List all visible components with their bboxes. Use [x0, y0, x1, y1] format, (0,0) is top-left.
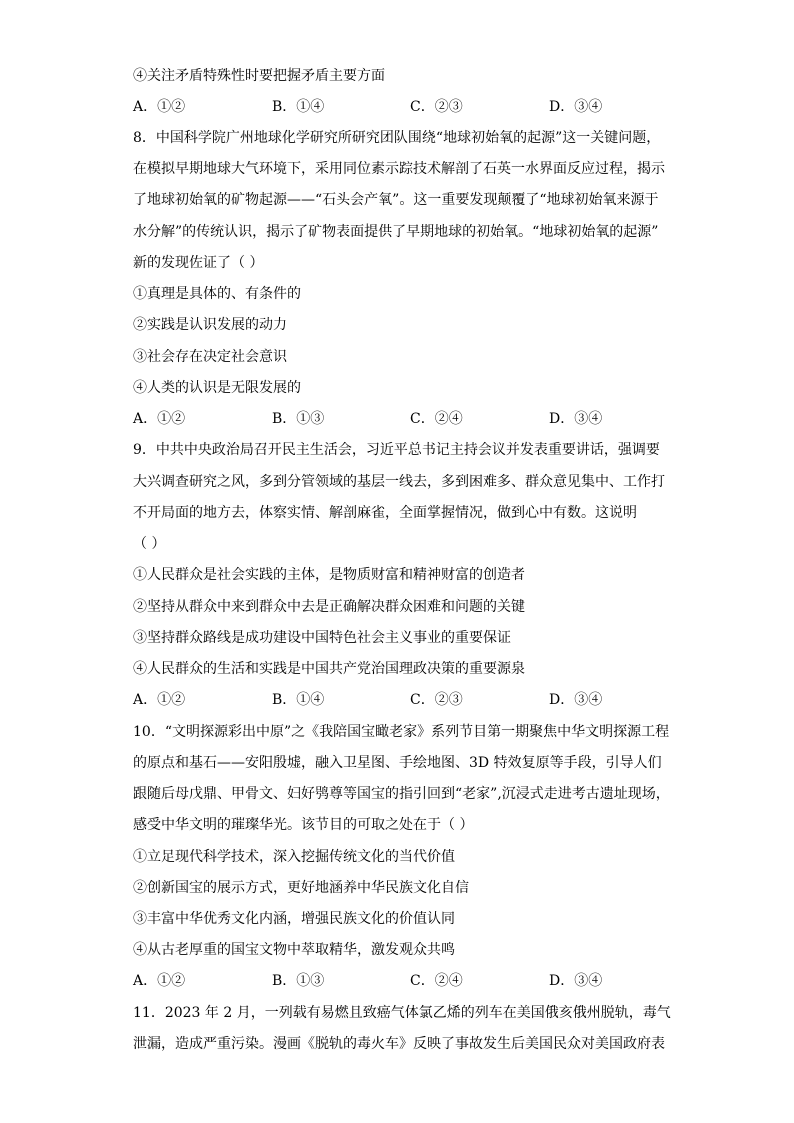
q8-stem-line-1: 8．中国科学院广州地球化学研究所研究团队围绕“地球初始氧的起源”这一关键问题， [133, 130, 661, 146]
q11-stem-line-2: 泄漏，造成严重污染。漫画《脱轨的毒火车》反映了事故发生后美国民众对美国政府表 [133, 1036, 665, 1052]
q8-option-b[interactable]: B．①③ [272, 411, 325, 427]
q9-stem-line-2: 大兴调查研究之风，多到分管领域的基层一线去，多到困难多、群众意见集中、工作打 [133, 474, 665, 490]
q10-option-b[interactable]: B．①③ [272, 973, 325, 989]
q9-statement-3: ③坚持群众路线是成功建设中国特色社会主义事业的重要保证 [133, 630, 511, 646]
q8-option-c[interactable]: C．②④ [410, 411, 463, 427]
q10-option-d[interactable]: D．③④ [549, 973, 603, 989]
q8-stem-line-3: 了地球初始氧的矿物起源——“石头会产氧”。这一重要发现颠覆了“地球初始氧来源于 [133, 192, 659, 208]
q8-statement-1: ①真理是具体的、有条件的 [133, 286, 301, 302]
q10-stem-line-4: 感受中华文明的璀璨华光。该节目的可取之处在于（ ） [133, 817, 474, 833]
q8-option-a[interactable]: A．①② [133, 411, 186, 427]
q7-options [133, 97, 673, 117]
q10-options [133, 971, 673, 991]
q10-statement-1: ①立足现代科学技术，深入挖掘传统文化的当代价值 [133, 849, 455, 865]
q8-options [133, 409, 673, 429]
q10-statement-3: ③丰富中华优秀文化内涵，增强民族文化的价值认同 [133, 911, 455, 927]
q8-statement-4: ④人类的认识是无限发展的 [133, 380, 301, 396]
q10-stem-line-2: 的原点和基石——安阳殷墟，融入卫星图、手绘地图、3D 特效复原等手段，引导人们 [133, 755, 662, 771]
q9-option-d[interactable]: D．③④ [549, 692, 603, 708]
q9-options [133, 690, 673, 710]
q8-statement-2: ②实践是认识发展的动力 [133, 317, 287, 333]
q9-option-b[interactable]: B．①④ [272, 692, 325, 708]
q11-stem-line-1: 11．2023 年 2 月，一列载有易燃且致癌气体氯乙烯的列车在美国俄亥俄州脱轨，毒气 [133, 1005, 671, 1021]
q9-statement-1: ①人民群众是社会实践的主体，是物质财富和精神财富的创造者 [133, 567, 525, 583]
q7-option-d[interactable]: D．③④ [549, 99, 603, 115]
q9-option-c[interactable]: C．②③ [410, 692, 463, 708]
q10-stem-line-3: 跟随后母戊鼎、甲骨文、妇好鸮尊等国宝的指引回到“老家”,沉浸式走进考古遗址现场， [133, 786, 670, 802]
q10-statement-4: ④从古老厚重的国宝文物中萃取精华，激发观众共鸣 [133, 942, 455, 958]
q7-statement-4: ④关注矛盾特殊性时要把握矛盾主要方面 [133, 68, 385, 84]
q10-option-c[interactable]: C．②④ [410, 973, 463, 989]
q9-statement-4: ④人民群众的生活和实践是中国共产党治国理政决策的重要源泉 [133, 661, 525, 677]
q8-stem-line-4: 水分解”的传统认识，揭示了矿物表面提供了早期地球的初始氧。“地球初始氧的起源” [133, 224, 659, 240]
q9-stem-line-1: 9．中共中央政治局召开民主生活会，习近平总书记主持会议并发表重要讲话，强调要 [133, 442, 660, 458]
q9-stem-line-4: （ ） [133, 536, 166, 552]
q9-option-a[interactable]: A．①② [133, 692, 186, 708]
q8-option-d[interactable]: D．③④ [549, 411, 603, 427]
q7-option-b[interactable]: B．①④ [272, 99, 325, 115]
q8-stem-line-5: 新的发现佐证了（ ） [133, 255, 264, 271]
q10-statement-2: ②创新国宝的展示方式，更好地涵养中华民族文化自信 [133, 880, 469, 896]
q9-statement-2: ②坚持从群众中来到群众中去是正确解决群众困难和问题的关键 [133, 599, 525, 615]
q10-option-a[interactable]: A．①② [133, 973, 186, 989]
q8-stem-line-2: 在模拟早期地球大气环境下，采用同位素示踪技术解剖了石英一水界面反应过程，揭示 [133, 161, 665, 177]
q9-stem-line-3: 不开局面的地方去，体察实情、解剖麻雀，全面掌握情况，做到心中有数。这说明 [133, 505, 637, 521]
q7-option-a[interactable]: A．①② [133, 99, 186, 115]
q10-stem-line-1: 10．“文明探源彩出中原”之《我陪国宝瞰老家》系列节目第一期聚焦中华文明探源工程 [133, 724, 670, 740]
q7-option-c[interactable]: C．②③ [410, 99, 463, 115]
q8-statement-3: ③社会存在决定社会意识 [133, 349, 287, 365]
